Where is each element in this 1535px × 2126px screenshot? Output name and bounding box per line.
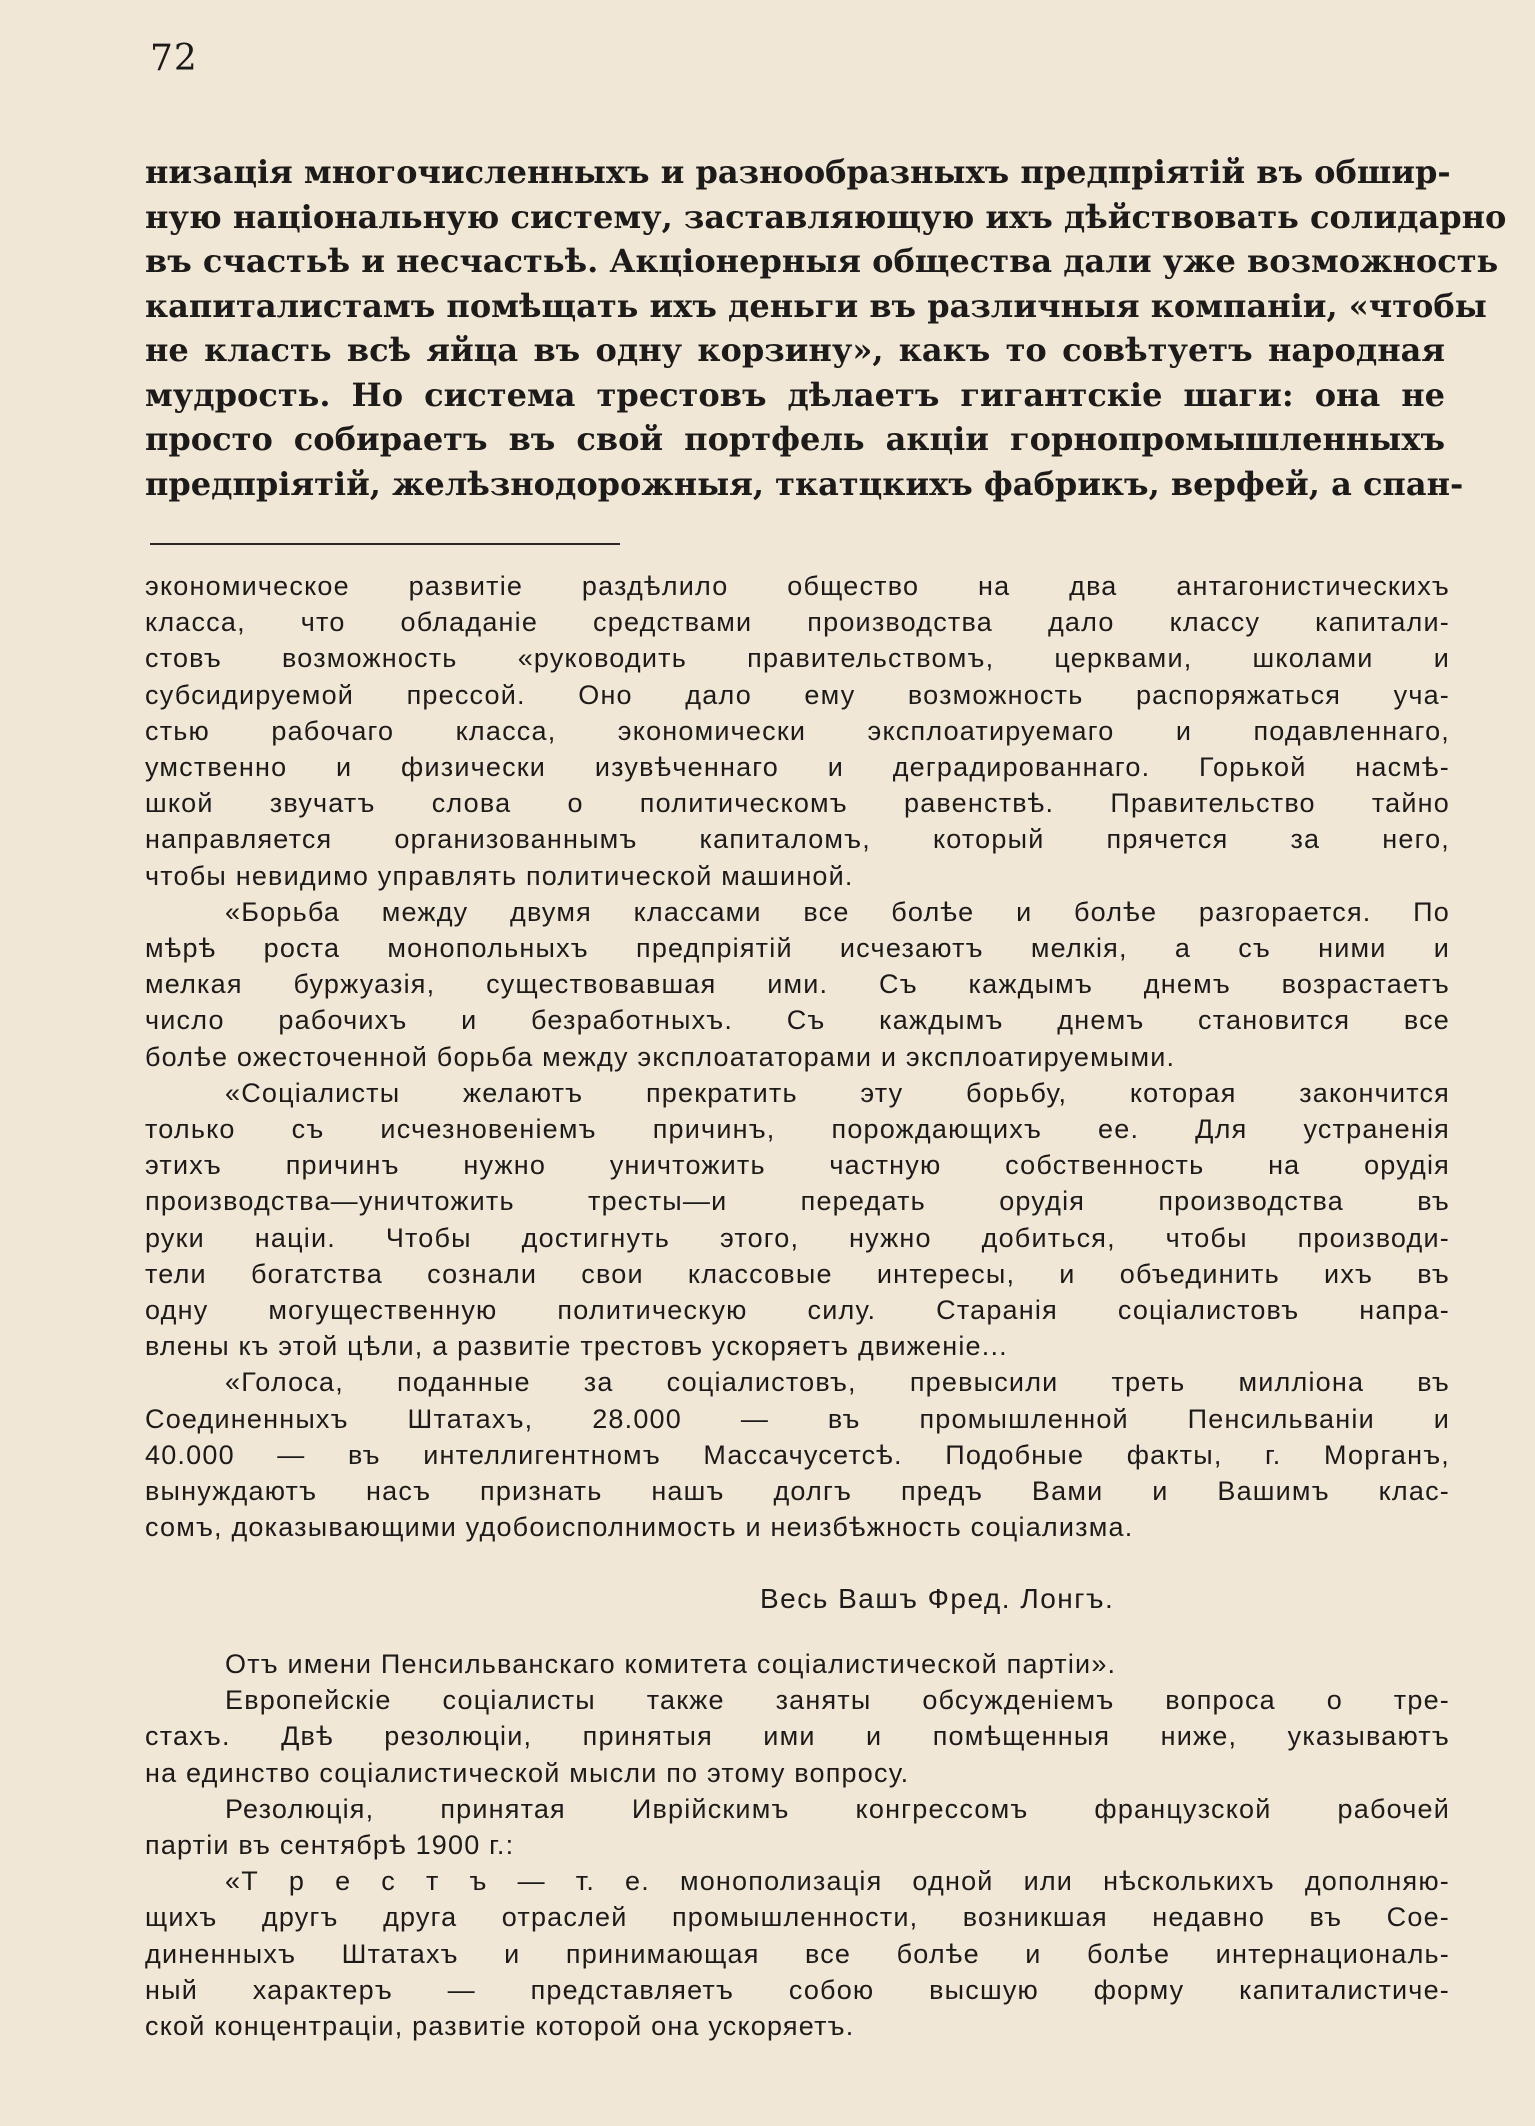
footnote-line: влены къ этой цѣли, а развитіе трестовъ ускоряетъ движеніе... — [145, 1331, 1008, 1362]
footnote-line: класса, что обладаніе средствами производства дало классу капитали- — [145, 607, 1450, 638]
page-number: 72 — [150, 38, 198, 79]
footnote-line: мѣрѣ роста монопольныхъ предпріятій исчезаютъ мелкія, а съ ними и — [145, 933, 1450, 964]
signature: Весь Вашъ Фред. Лонгъ. — [760, 1583, 1115, 1614]
footnote-line: сомъ, доказывающими удобоисполнимость и неизбѣжность соціализма. — [145, 1512, 1134, 1543]
continuation-line: Резолюція, принятая Иврійскимъ конгрессомъ французской рабочей — [225, 1793, 1450, 1824]
main-text-line: капиталистамъ помѣщать ихъ деньги въ различныя компаніи, «чтобы — [145, 286, 1487, 325]
main-text-line: предпріятій, желѣзнодорожныя, ткатцкихъ фабрикъ, верфей, а спан- — [145, 464, 1464, 503]
continuation-line: щихъ другъ друга отраслей промышленности, возникшая недавно въ Сое- — [145, 1902, 1450, 1933]
footnote-line: чтобы невидимо управлять политической машиной. — [145, 860, 854, 891]
footnote-line: производства—уничтожить тресты—и передать орудія производства въ — [145, 1186, 1450, 1217]
main-text-line: ную національную систему, заставляющую ихъ дѣйствовать солидарно — [145, 197, 1507, 236]
footnote-line: Соединенныхъ Штатахъ, 28.000 — въ промышленной Пенсильваніи и — [145, 1403, 1450, 1434]
footnote-line: одну могущественную политическую силу. Старанія соціалистовъ напра- — [145, 1295, 1450, 1326]
footnote-line: направляется организованнымъ капиталомъ, который прячется за него, — [145, 824, 1450, 855]
footnote-line: шкой звучатъ слова о политическомъ равенствѣ. Правительство тайно — [145, 788, 1450, 819]
footnote-divider — [150, 543, 620, 545]
footnote-line: «Соціалисты желаютъ прекратить эту борьбу, которая закончится — [225, 1077, 1450, 1108]
continuation-line: «Т р е с т ъ — т. е. монополизація одной или нѣсколькихъ дополняю- — [225, 1866, 1450, 1897]
footnote-line: только съ исчезновеніемъ причинъ, порождающихъ ее. Для устраненія — [145, 1114, 1450, 1145]
continuation-text-block — [145, 1646, 1450, 2044]
continuation-line: Европейскіе соціалисты также заняты обсужденіемъ вопроса о тре- — [225, 1685, 1450, 1716]
continuation-line: на единство соціалистической мысли по этому вопросу. — [145, 1757, 910, 1788]
footnote-line: вынуждаютъ насъ признать нашъ долгъ предъ Вами и Вашимъ клас- — [145, 1476, 1450, 1507]
continuation-line: ской концентраціи, развитіе которой она ускоряетъ. — [145, 2011, 855, 2042]
footnote-line: стовъ возможность «руководить правительствомъ, церквами, школами и — [145, 643, 1450, 674]
footnote-line: стью рабочаго класса, экономически эксплоатируемаго и подавленнаго, — [145, 715, 1450, 746]
footnote-line: болѣе ожесточенной борьба между эксплоататорами и эксплоатируемыми. — [145, 1041, 1176, 1072]
footnote-line: «Голоса, поданные за соціалистовъ, превысили треть милліона въ — [225, 1367, 1450, 1398]
footnote-line: тели богатства сознали свои классовые интересы, и объединить ихъ въ — [145, 1258, 1450, 1289]
footnote-line: 40.000 — въ интеллигентномъ Массачусетсѣ. Подобные факты, г. Морганъ, — [145, 1439, 1450, 1470]
main-text-line: въ счастьѣ и несчастьѣ. Акціонерныя общества дали уже возможность — [145, 242, 1499, 280]
continuation-line: диненныхъ Штатахъ и принимающая все болѣе и болѣе интернациональ- — [145, 1938, 1450, 1969]
continuation-line: Отъ имени Пенсильванскаго комитета соціалистической партіи». — [225, 1649, 1117, 1679]
footnote-line: «Борьба между двумя классами все болѣе и болѣе разгорается. По — [225, 896, 1450, 927]
main-text-block — [145, 150, 1507, 506]
footnote-line: мелкая буржуазія, существовавшая ими. Съ каждымъ днемъ возрастаетъ — [145, 969, 1450, 1000]
main-text-line: просто собираетъ въ свой портфель акціи горнопромышленныхъ — [145, 420, 1445, 458]
main-text-line: не класть всѣ яйца въ одну корзину», какъ то совѣтуетъ народная — [145, 331, 1445, 369]
footnote-line: этихъ причинъ нужно уничтожить частную собственность на орудія — [145, 1150, 1450, 1181]
footnote-line: число рабочихъ и безработныхъ. Съ каждымъ днемъ становится все — [145, 1005, 1450, 1036]
main-text-line: низація многочисленныхъ и разнообразныхъ предпріятій въ обшир- — [145, 153, 1451, 191]
footnote-line: руки націи. Чтобы достигнуть этого, нужно добиться, чтобы производи- — [145, 1222, 1450, 1253]
continuation-line: стахъ. Двѣ резолюціи, принятыя ими и помѣщенныя ниже, указываютъ — [145, 1721, 1450, 1752]
footnote-line: субсидируемой прессой. Оно дало ему возможность распоряжаться уча- — [145, 679, 1450, 710]
footnote-line: экономическое развитіе раздѣлило общество на два антагонистическихъ — [145, 571, 1450, 601]
continuation-line: ный характеръ — представляетъ собою высшую форму капиталистиче- — [145, 1974, 1450, 2005]
continuation-line: партіи въ сентябрѣ 1900 г.: — [145, 1830, 515, 1861]
footnote-line: умственно и физически изувѣченнаго и деградированнаго. Горькой насмѣ- — [145, 752, 1450, 783]
footnote-block — [145, 568, 1450, 1545]
main-text-line: мудрость. Но система трестовъ дѣлаетъ гигантскіе шаги: она не — [145, 375, 1445, 414]
